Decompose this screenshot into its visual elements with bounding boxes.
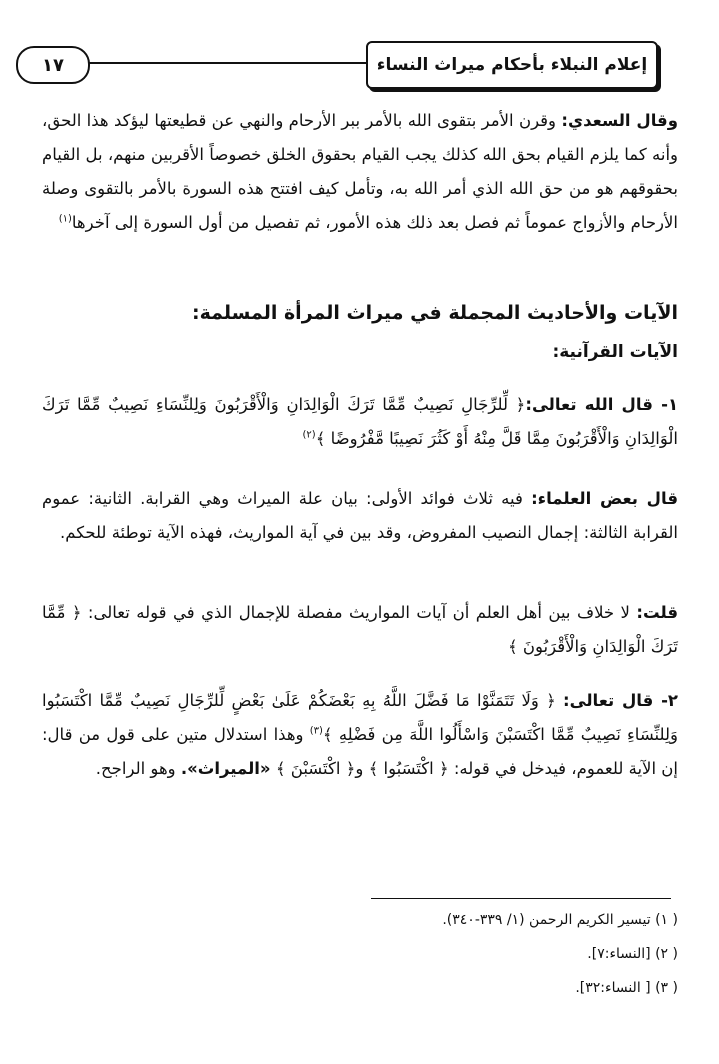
verse-commentary: وهذا استدلال متين على قول من قال: إن الآية للعموم، فيدخل في قوله: ﴿ اكْتَسَبُوا ﴾ و﴿ اكْتَسَبْنَ ﴾ (42, 725, 678, 778)
footnote-1: ( ١) تيسير الكريم الرحمن (١/ ٣٣٩-٣٤٠). (442, 912, 678, 928)
verse-conclusion: وهو الراجح. (95, 759, 181, 778)
paragraph-lead: قلت: (636, 603, 678, 622)
paragraph-lead: قال بعض العلماء: (531, 489, 678, 508)
paragraph-text: فيه ثلاث فوائد الأولى: بيان علة الميراث وهي القرابة. الثانية: عموم القرابة الثالثة: إجمال النصيب المفروض، وقد بين في آية المواريث، فهذه الآية توطئة للحكم. (42, 489, 678, 542)
bold-term: «الميراث». (180, 759, 271, 778)
verse-2 (42, 684, 678, 786)
paragraph-text: وقرن الأمر بتقوى الله بالأمر ببر الأرحام والنهي عن قطيعتها ليؤكد هذا الحق، وأنه كما يلزم القيام بحق الله كذلك يجب القيام بحقوق الخلق خصوصاً الأقربين منهم، بل القيام بحقوقهم هو من حق الله الذي أمر الله به، وتأمل كيف افتتح هذه السورة بالأمر بالتقوى وصلة الأرحام والأزواج عموماً ثم فصل بعد ذلك هذه الأمور، ثم تفصيل من أول السورة إلى آخرها (42, 111, 678, 232)
paragraph-lead: وقال السعدي: (561, 111, 678, 130)
footnote-ref-2: (٢) (302, 429, 316, 441)
footnote-3: ( ٣) [ النساء:٣٢]. (575, 980, 678, 996)
verse-lead: ١- قال الله تعالى: (525, 395, 679, 414)
footnote-ref-3: (٣) (309, 725, 323, 737)
footnote-2: ( ٢) [النساء:٧]. (587, 946, 678, 962)
paragraph-text: لا خلاف بين أهل العلم أن آيات المواريث مفصلة للإجمال الذي في قوله تعالى: ﴿ مِّمَّا تَرَكَ الْوَالِدَانِ وَالْأَقْرَبُونَ ﴾ (42, 603, 678, 656)
page-number: ١٧ (16, 46, 90, 84)
subheading-quran-verses: الآيات القرآنية: (552, 342, 678, 362)
paragraph-saadi (42, 104, 678, 240)
footnote-divider (371, 898, 671, 899)
verse-text: ﴿ وَلَا تَتَمَنَّوْا مَا فَضَّلَ اللَّهُ بِهِ بَعْضَكُمْ عَلَىٰ بَعْضٍ لِّلرِّجَالِ نَصِيبٌ مِّمَّا اكْتَسَبُوا وَلِلنِّسَاءِ نَصِيبٌ مِّمَّا اكْتَسَبْنَ وَاسْأَلُوا اللَّهَ مِن فَضْلِهِ ﴾ (42, 691, 678, 744)
verse-lead: ٢- قال تعالى: (563, 691, 678, 710)
book-title: إعلام النبلاء بأحكام ميراث النساء (366, 41, 658, 89)
header-rule (80, 62, 368, 64)
paragraph-scholars (42, 482, 678, 550)
verse-text: ﴿ لِّلرِّجَالِ نَصِيبٌ مِّمَّا تَرَكَ الْوَالِدَانِ وَالْأَقْرَبُونَ وَلِلنِّسَاءِ نَصِيبٌ مِّمَّا تَرَكَ الْوَالِدَانِ وَالْأَقْرَبُونَ مِمَّا قَلَّ مِنْهُ أَوْ كَثُرَ نَصِيبًا مَّفْرُوضًا ﴾ (42, 395, 678, 448)
section-heading: الآيات والأحاديث المجملة في ميراث المرأة المسلمة: (192, 302, 678, 324)
footnote-ref-1: (١) (58, 213, 72, 225)
paragraph-qultu (42, 596, 678, 664)
verse-1 (42, 388, 678, 456)
